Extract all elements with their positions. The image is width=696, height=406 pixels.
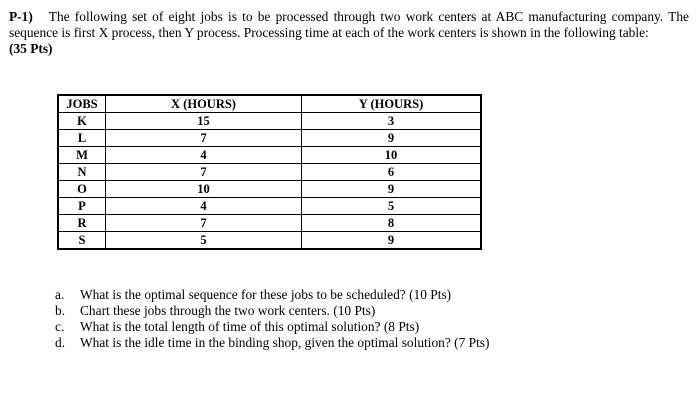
question-list (55, 287, 489, 351)
job-cell: O (58, 181, 106, 198)
x-hours-cell: 4 (106, 147, 302, 164)
question-letter: d. (55, 335, 66, 350)
question-item (55, 319, 489, 335)
y-hours-cell: 6 (302, 164, 482, 181)
problem-statement (9, 9, 689, 57)
job-cell: R (58, 215, 106, 232)
y-hours-cell: 9 (302, 232, 482, 250)
question-item (55, 287, 489, 303)
question-item (55, 303, 489, 319)
job-cell: M (58, 147, 106, 164)
job-cell: K (58, 113, 106, 130)
header-x-hours: X (HOURS) (106, 95, 302, 113)
question-item (55, 335, 489, 351)
job-cell: P (58, 198, 106, 215)
question-text: Chart these jobs through the two work centers. (10 Pts) (80, 303, 376, 318)
x-hours-cell: 10 (106, 181, 302, 198)
job-cell: N (58, 164, 106, 181)
x-hours-cell: 4 (106, 198, 302, 215)
problem-points: (35 Pts) (9, 41, 53, 56)
y-hours-cell: 9 (302, 181, 482, 198)
table-row (58, 113, 481, 130)
job-cell: L (58, 130, 106, 147)
question-text: What is the optimal sequence for these jobs to be scheduled? (10 Pts) (80, 287, 452, 302)
header-jobs: JOBS (58, 95, 106, 113)
y-hours-cell: 10 (302, 147, 482, 164)
job-cell: S (58, 232, 106, 250)
table-header-row (58, 95, 481, 113)
question-letter: a. (55, 287, 65, 302)
table-row (58, 130, 481, 147)
y-hours-cell: 8 (302, 215, 482, 232)
x-hours-cell: 5 (106, 232, 302, 250)
question-letter: b. (55, 303, 66, 318)
x-hours-cell: 7 (106, 130, 302, 147)
x-hours-cell: 15 (106, 113, 302, 130)
x-hours-cell: 7 (106, 164, 302, 181)
y-hours-cell: 5 (302, 198, 482, 215)
table-row (58, 164, 481, 181)
header-y-hours: Y (HOURS) (302, 95, 482, 113)
x-hours-cell: 7 (106, 215, 302, 232)
y-hours-cell: 3 (302, 113, 482, 130)
table-row (58, 232, 481, 250)
table-row (58, 181, 481, 198)
question-letter: c. (55, 319, 65, 334)
table-row (58, 147, 481, 164)
table-row (58, 215, 481, 232)
question-text: What is the total length of time of this optimal solution? (8 Pts) (80, 319, 420, 334)
y-hours-cell: 9 (302, 130, 482, 147)
problem-text: The following set of eight jobs is to be processed through two work centers at ABC manufacturing company. The sequence is first X process, then Y process. Processing time at each of the work centers is shown in the following table: (9, 9, 689, 40)
table-row (58, 198, 481, 215)
problem-number: P-1) (9, 9, 33, 24)
processing-time-table (57, 94, 482, 250)
question-text: What is the idle time in the binding shop, given the optimal solution? (7 Pts) (80, 335, 490, 350)
